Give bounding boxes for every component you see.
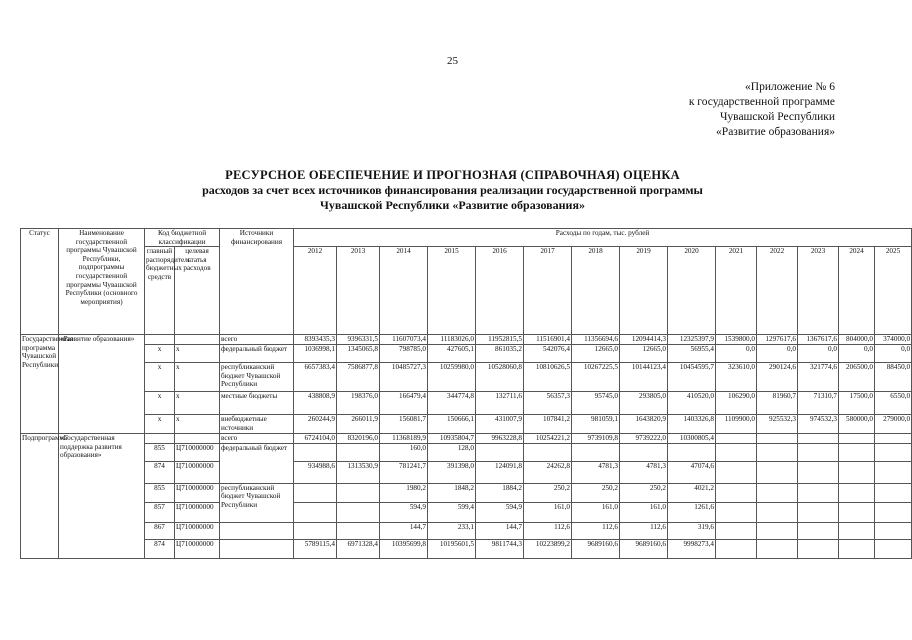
funding-source: республиканский бюджет Чувашской Республики	[220, 483, 294, 522]
expense-value: 124091,8	[476, 461, 524, 483]
expense-value: 580000,0	[839, 415, 875, 434]
table-row	[21, 392, 912, 415]
expense-value: 10259980,0	[428, 363, 476, 392]
expense-value: 0,0	[798, 345, 839, 363]
expense-value: 290124,6	[757, 363, 798, 392]
expense-value: 10144123,4	[620, 363, 668, 392]
expense-value: 144,7	[476, 522, 524, 539]
main-manager-code: x	[145, 415, 175, 434]
year-header: 2014	[380, 247, 428, 335]
expense-value	[716, 522, 757, 539]
expense-value: 132711,6	[476, 392, 524, 415]
expense-value	[716, 443, 757, 461]
header-status: Статус	[21, 229, 59, 335]
expense-value	[716, 461, 757, 483]
expense-value: 594,9	[380, 502, 428, 522]
expense-value: 925532,3	[757, 415, 798, 434]
expense-value: 1261,6	[668, 502, 716, 522]
table-row	[21, 461, 912, 483]
title-line: Чувашской Республики «Развитие образования»	[320, 198, 585, 212]
row-name: «Развитие образования»	[59, 335, 145, 434]
expense-value: 112,6	[572, 522, 620, 539]
expense-value: 166479,4	[380, 392, 428, 415]
expense-value: 599,4	[428, 502, 476, 522]
expense-value	[798, 483, 839, 502]
expense-value: 10195601,5	[428, 539, 476, 558]
expense-value	[337, 502, 380, 522]
main-manager-code: 874	[145, 461, 175, 483]
expense-value: 0,0	[757, 345, 798, 363]
year-header: 2022	[757, 247, 798, 335]
expense-value: 10223899,2	[524, 539, 572, 558]
expense-value	[572, 443, 620, 461]
year-header: 2018	[572, 247, 620, 335]
expense-value	[875, 461, 912, 483]
header-expenses: Расходы по годам, тыс. рублей	[294, 229, 912, 247]
expense-value	[839, 502, 875, 522]
expense-value: 981059,1	[572, 415, 620, 434]
resource-table	[20, 228, 912, 559]
expense-value: 10300805,4	[668, 434, 716, 444]
header-target-item: целевая статья расходов	[175, 247, 220, 335]
expense-value	[668, 443, 716, 461]
expense-value: 9396331,5	[337, 335, 380, 345]
target-item-code: Ц710000000	[175, 461, 220, 483]
expense-value: 391398,0	[428, 461, 476, 483]
expense-value: 206500,0	[839, 363, 875, 392]
expense-value: 1980,2	[380, 483, 428, 502]
expense-value: 781241,7	[380, 461, 428, 483]
expense-value	[875, 434, 912, 444]
year-header: 2012	[294, 247, 337, 335]
expense-value: 10528060,8	[476, 363, 524, 392]
expense-value	[839, 483, 875, 502]
expense-value	[798, 434, 839, 444]
expense-value	[337, 483, 380, 502]
expense-value: 11356694,6	[572, 335, 620, 345]
document-title	[0, 168, 905, 213]
expense-value	[294, 443, 337, 461]
main-manager-code: 855	[145, 483, 175, 502]
expense-value	[839, 434, 875, 444]
expense-value: 128,0	[428, 443, 476, 461]
table-row	[21, 345, 912, 363]
expense-value	[524, 443, 572, 461]
year-header: 2020	[668, 247, 716, 335]
target-item-code	[175, 434, 220, 444]
expense-value	[757, 502, 798, 522]
expense-value: 1643820,9	[620, 415, 668, 434]
expense-value: 8320196,0	[337, 434, 380, 444]
funding-source: всего	[220, 434, 294, 444]
expense-value: 6724104,0	[294, 434, 337, 444]
expense-value	[294, 522, 337, 539]
expense-value	[716, 502, 757, 522]
expense-value	[294, 502, 337, 522]
expense-value: 798785,0	[380, 345, 428, 363]
funding-source	[220, 539, 294, 558]
expense-value: 12094414,3	[620, 335, 668, 345]
expense-value	[716, 483, 757, 502]
expense-value: 95745,0	[572, 392, 620, 415]
table-row	[21, 434, 912, 444]
main-manager-code: 874	[145, 539, 175, 558]
target-item-code: Ц710000000	[175, 539, 220, 558]
expense-value: 12665,0	[572, 345, 620, 363]
expense-value: 112,6	[524, 522, 572, 539]
expense-value: 161,0	[524, 502, 572, 522]
expense-value	[875, 483, 912, 502]
expense-value	[716, 434, 757, 444]
expense-value: 10485727,3	[380, 363, 428, 392]
expense-value	[875, 502, 912, 522]
row-name: «Государственная поддержка развития образования»	[59, 434, 145, 559]
expense-value: 156081,7	[380, 415, 428, 434]
expense-value: 56357,3	[524, 392, 572, 415]
expense-value: 410520,0	[668, 392, 716, 415]
expense-value	[875, 539, 912, 558]
expense-value: 10395699,8	[380, 539, 428, 558]
appendix-line: Чувашской Республики	[719, 111, 835, 123]
expense-value: 1884,2	[476, 483, 524, 502]
expense-value: 10454595,7	[668, 363, 716, 392]
funding-source	[220, 522, 294, 539]
expense-value: 6971328,4	[337, 539, 380, 558]
expense-value: 250,2	[572, 483, 620, 502]
expense-value: 438808,9	[294, 392, 337, 415]
target-item-code	[175, 335, 220, 345]
target-item-code: x	[175, 345, 220, 363]
expense-value: 81960,7	[757, 392, 798, 415]
main-manager-code: 855	[145, 443, 175, 461]
expense-value: 11607073,4	[380, 335, 428, 345]
title-line: РЕСУРСНОЕ ОБЕСПЕЧЕНИЕ И ПРОГНОЗНАЯ (СПРАВОЧНАЯ) ОЦЕНКА	[225, 168, 680, 182]
expense-value: 9963228,8	[476, 434, 524, 444]
expense-value: 0,0	[716, 345, 757, 363]
expense-value: 319,6	[668, 522, 716, 539]
main-manager-code: x	[145, 345, 175, 363]
expense-value: 427605,1	[428, 345, 476, 363]
expense-value: 144,7	[380, 522, 428, 539]
year-header: 2025	[875, 247, 912, 335]
expense-value: 198376,0	[337, 392, 380, 415]
expense-value: 1403326,8	[668, 415, 716, 434]
expense-value: 250,2	[524, 483, 572, 502]
expense-value	[337, 443, 380, 461]
expense-value: 47074,6	[668, 461, 716, 483]
funding-source: федеральный бюджет	[220, 443, 294, 483]
expense-value: 150666,1	[428, 415, 476, 434]
header-budget-code: Код бюджетной классификации	[145, 229, 220, 247]
table-row	[21, 483, 912, 502]
expense-value: 542076,4	[524, 345, 572, 363]
table-row	[21, 363, 912, 392]
appendix-note	[689, 80, 835, 140]
table-row	[21, 335, 912, 345]
expense-value: 160,0	[380, 443, 428, 461]
funding-source: внебюджетные источники	[220, 415, 294, 434]
expense-value: 804000,0	[839, 335, 875, 345]
expense-value: 10267225,5	[572, 363, 620, 392]
table-row	[21, 502, 912, 522]
appendix-line: «Развитие образования»	[716, 126, 835, 138]
expense-value: 861035,2	[476, 345, 524, 363]
expense-value	[798, 539, 839, 558]
expense-value	[839, 443, 875, 461]
expense-value	[757, 461, 798, 483]
expense-value: 0,0	[839, 345, 875, 363]
year-header: 2024	[839, 247, 875, 335]
expense-value: 88450,0	[875, 363, 912, 392]
expense-value	[757, 522, 798, 539]
year-header: 2023	[798, 247, 839, 335]
expense-value: 260244,9	[294, 415, 337, 434]
row-status: Подпрограмма	[21, 434, 59, 559]
year-header: 2021	[716, 247, 757, 335]
main-manager-code: x	[145, 392, 175, 415]
expense-value: 279000,0	[875, 415, 912, 434]
expense-value: 7586877,8	[337, 363, 380, 392]
expense-value	[620, 443, 668, 461]
header-main-manager: главный распорядитель бюджетных средств	[145, 247, 175, 335]
expense-value: 11368189,9	[380, 434, 428, 444]
expense-value: 1539800,0	[716, 335, 757, 345]
expense-value: 0,0	[875, 345, 912, 363]
expense-value	[839, 461, 875, 483]
target-item-code: Ц710000000	[175, 443, 220, 461]
expense-value: 344774,8	[428, 392, 476, 415]
main-manager-code: x	[145, 363, 175, 392]
expense-value	[294, 483, 337, 502]
expense-value: 12665,0	[620, 345, 668, 363]
expense-value: 4021,2	[668, 483, 716, 502]
year-header: 2019	[620, 247, 668, 335]
expense-value: 11516901,4	[524, 335, 572, 345]
expense-value: 8393435,3	[294, 335, 337, 345]
year-header: 2013	[337, 247, 380, 335]
expense-value: 250,2	[620, 483, 668, 502]
header-sources: Источники финансирования	[220, 229, 294, 335]
expense-value: 1109900,0	[716, 415, 757, 434]
expense-value	[798, 461, 839, 483]
expense-value: 1848,2	[428, 483, 476, 502]
expense-value: 1345065,8	[337, 345, 380, 363]
expense-value	[839, 522, 875, 539]
expense-value: 974532,3	[798, 415, 839, 434]
expense-value: 161,0	[572, 502, 620, 522]
expense-value	[757, 443, 798, 461]
expense-value	[757, 483, 798, 502]
expense-value: 71310,7	[798, 392, 839, 415]
main-manager-code: 857	[145, 502, 175, 522]
expense-value: 934988,6	[294, 461, 337, 483]
expense-value: 4781,3	[572, 461, 620, 483]
funding-source: всего	[220, 335, 294, 345]
page-number: 25	[447, 55, 458, 67]
main-manager-code	[145, 434, 175, 444]
expense-value: 323610,0	[716, 363, 757, 392]
expense-value: 24262,8	[524, 461, 572, 483]
year-header: 2017	[524, 247, 572, 335]
expense-value	[337, 522, 380, 539]
year-header: 2016	[476, 247, 524, 335]
expense-value	[875, 443, 912, 461]
expense-value: 56955,4	[668, 345, 716, 363]
expense-value: 17500,0	[839, 392, 875, 415]
expense-value: 9739109,8	[572, 434, 620, 444]
funding-source: республиканский бюджет Чувашской Республики	[220, 363, 294, 392]
target-item-code: Ц710000000	[175, 502, 220, 522]
expense-value: 161,0	[620, 502, 668, 522]
expense-value	[476, 443, 524, 461]
expense-value: 233,1	[428, 522, 476, 539]
expense-value: 293805,0	[620, 392, 668, 415]
expense-value	[757, 539, 798, 558]
main-manager-code: 867	[145, 522, 175, 539]
expense-value: 9739222,0	[620, 434, 668, 444]
expense-value	[757, 434, 798, 444]
expense-value	[798, 522, 839, 539]
expense-value: 1313530,9	[337, 461, 380, 483]
target-item-code: x	[175, 392, 220, 415]
header-name: Наименование государственной программы Чувашской Республики, подпрограммы государственной программы Чувашской Республики (основного мероприятия)	[59, 229, 145, 335]
expense-value: 374000,0	[875, 335, 912, 345]
table-row	[21, 522, 912, 539]
expense-value: 1367617,6	[798, 335, 839, 345]
appendix-line: к государственной программе	[688, 96, 835, 108]
main-manager-code	[145, 335, 175, 345]
expense-value: 1036998,1	[294, 345, 337, 363]
funding-source: федеральный бюджет	[220, 345, 294, 363]
expense-value	[839, 539, 875, 558]
target-item-code: Ц710000000	[175, 522, 220, 539]
expense-value: 594,9	[476, 502, 524, 522]
row-status: Государственная программа Чувашской Республики	[21, 335, 59, 434]
table-row	[21, 415, 912, 434]
expense-value: 431007,9	[476, 415, 524, 434]
expense-value: 4781,3	[620, 461, 668, 483]
expense-value: 1297617,6	[757, 335, 798, 345]
expense-value: 321774,6	[798, 363, 839, 392]
expense-value: 107841,2	[524, 415, 572, 434]
expense-value: 6550,0	[875, 392, 912, 415]
appendix-line: «Приложение № 6	[745, 81, 835, 93]
target-item-code: x	[175, 415, 220, 434]
target-item-code: Ц710000000	[175, 483, 220, 502]
expense-value: 11183026,0	[428, 335, 476, 345]
expense-value	[798, 502, 839, 522]
table-row	[21, 539, 912, 558]
expense-value: 10810626,5	[524, 363, 572, 392]
expense-value: 9689160,6	[620, 539, 668, 558]
expense-value	[716, 539, 757, 558]
expense-value: 112,6	[620, 522, 668, 539]
expense-value: 9811744,3	[476, 539, 524, 558]
expense-value: 106290,0	[716, 392, 757, 415]
expense-value: 5789115,4	[294, 539, 337, 558]
year-header: 2015	[428, 247, 476, 335]
expense-value: 10254221,2	[524, 434, 572, 444]
funding-source: местные бюджеты	[220, 392, 294, 415]
expense-value: 10935804,7	[428, 434, 476, 444]
expense-value: 266011,9	[337, 415, 380, 434]
expense-value: 9998273,4	[668, 539, 716, 558]
expense-value: 11952815,5	[476, 335, 524, 345]
expense-value: 9689160,6	[572, 539, 620, 558]
expense-value: 12325397,9	[668, 335, 716, 345]
expense-value	[875, 522, 912, 539]
title-line: расходов за счет всех источников финансирования реализации государственной программы	[202, 183, 703, 197]
target-item-code: x	[175, 363, 220, 392]
table-row	[21, 443, 912, 461]
expense-value	[798, 443, 839, 461]
expense-value: 6657383,4	[294, 363, 337, 392]
